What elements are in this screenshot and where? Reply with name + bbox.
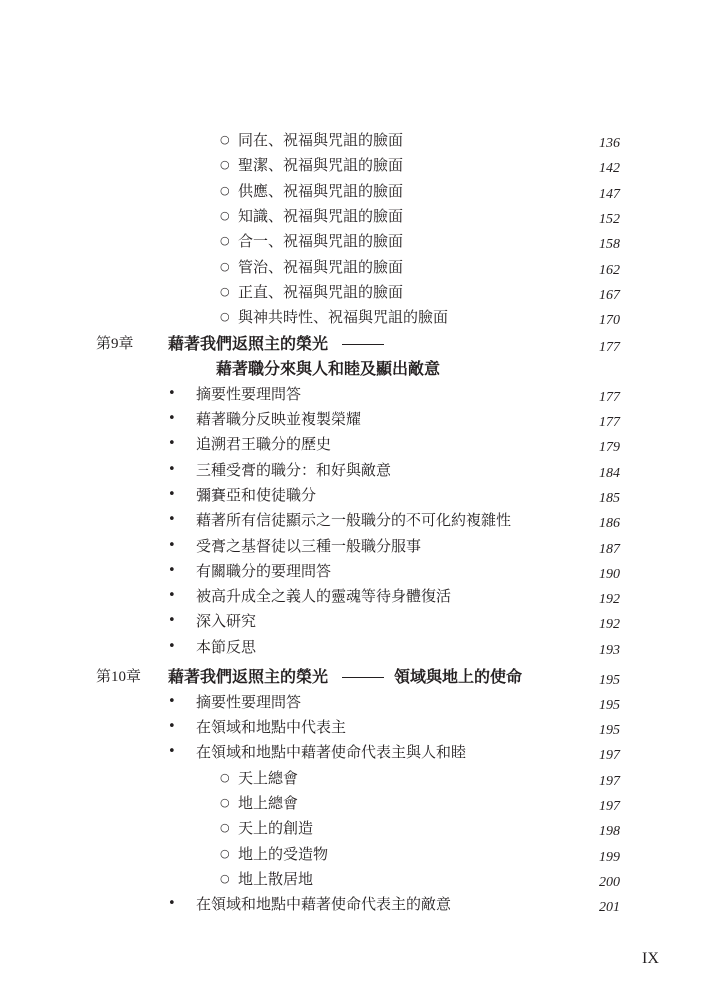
entry-page: 197 <box>599 748 620 763</box>
entry-title: 追溯君王職分的歷史 <box>196 435 332 453</box>
entry-page: 193 <box>599 643 620 658</box>
entry-title: 被高升成全之義人的靈魂等待身體復活 <box>196 587 452 605</box>
entry-page: 199 <box>599 850 620 865</box>
entry-title: 摘要性要理問答 <box>196 693 302 711</box>
chapter-9-subtitle-row <box>0 358 714 382</box>
bullet-icon: • <box>168 613 176 628</box>
bullet-icon: • <box>168 386 176 401</box>
entry-page: 179 <box>599 440 620 455</box>
toc-subentry[interactable] <box>0 205 714 229</box>
circle-bullet-icon: ○ <box>220 209 230 222</box>
chapter-page: 177 <box>599 340 620 355</box>
bullet-icon: • <box>168 462 176 477</box>
page-number: IX <box>642 950 659 967</box>
chapter-9-heading[interactable] <box>0 333 714 357</box>
entry-page: 197 <box>599 774 620 789</box>
circle-bullet-icon: ○ <box>220 310 230 323</box>
entry-page: 187 <box>599 542 620 557</box>
entry-title: 天上的創造 <box>238 819 314 837</box>
toc-entry[interactable] <box>0 691 714 715</box>
entry-title: 深入研究 <box>196 612 257 630</box>
em-dash <box>342 344 384 345</box>
toc-entry[interactable] <box>0 433 714 457</box>
entry-page: 184 <box>599 466 620 481</box>
circle-bullet-icon: ○ <box>220 133 230 146</box>
toc-entry[interactable] <box>0 484 714 508</box>
em-dash <box>342 677 384 678</box>
entry-page: 190 <box>599 567 620 582</box>
entry-title: 受膏之基督徒以三種一般職分服事 <box>196 537 422 555</box>
entry-title: 合一、祝福與咒詛的臉面 <box>238 232 404 250</box>
circle-bullet-icon: ○ <box>220 847 230 860</box>
bullet-icon: • <box>168 487 176 502</box>
circle-bullet-icon: ○ <box>220 234 230 247</box>
bullet-icon: • <box>168 538 176 553</box>
entry-title: 在領域和地點中代表主 <box>196 718 347 736</box>
toc-entry[interactable] <box>0 383 714 407</box>
entry-page: 136 <box>599 136 620 151</box>
toc-subentry[interactable] <box>0 792 714 816</box>
entry-page: 185 <box>599 491 620 506</box>
circle-bullet-icon: ○ <box>220 158 230 171</box>
entry-page: 162 <box>599 263 620 278</box>
entry-title: 藉著職分反映並複製榮耀 <box>196 410 362 428</box>
toc-subentry[interactable] <box>0 843 714 867</box>
toc-subentry[interactable] <box>0 230 714 254</box>
entry-title: 彌賽亞和使徒職分 <box>196 486 317 504</box>
toc-subentry[interactable] <box>0 817 714 841</box>
entry-title: 地上的受造物 <box>238 845 329 863</box>
entry-page: 201 <box>599 900 620 915</box>
toc-entry[interactable] <box>0 560 714 584</box>
toc-subentry[interactable] <box>0 281 714 305</box>
entry-page: 192 <box>599 592 620 607</box>
toc-entry[interactable] <box>0 893 714 917</box>
entry-page: 197 <box>599 799 620 814</box>
circle-bullet-icon: ○ <box>220 796 230 809</box>
circle-bullet-icon: ○ <box>220 184 230 197</box>
toc-entry[interactable] <box>0 509 714 533</box>
toc-subentry[interactable] <box>0 129 714 153</box>
entry-title: 地上總會 <box>238 794 299 812</box>
entry-title: 正直、祝福與咒詛的臉面 <box>238 283 404 301</box>
entry-page: 142 <box>599 161 620 176</box>
entry-title: 本節反思 <box>196 638 257 656</box>
entry-title: 天上總會 <box>238 769 299 787</box>
toc-entry[interactable] <box>0 716 714 740</box>
chapter-subtitle: 藉著職分來與人和睦及顯出敵意 <box>216 359 441 378</box>
chapter-title: 藉著我們返照主的榮光 <box>168 333 394 355</box>
entry-page: 170 <box>599 313 620 328</box>
entry-page: 198 <box>599 824 620 839</box>
toc-subentry[interactable] <box>0 180 714 204</box>
bullet-icon: • <box>168 512 176 527</box>
circle-bullet-icon: ○ <box>220 821 230 834</box>
toc-subentry[interactable] <box>0 767 714 791</box>
chapter-label: 第10章 <box>96 669 142 685</box>
entry-title: 供應、祝福與咒詛的臉面 <box>238 182 404 200</box>
circle-bullet-icon: ○ <box>220 260 230 273</box>
entry-title: 在領域和地點中藉著使命代表主與人和睦 <box>196 743 467 761</box>
chapter-page: 195 <box>599 673 620 688</box>
entry-page: 195 <box>599 723 620 738</box>
toc-subentry[interactable] <box>0 154 714 178</box>
bullet-icon: • <box>168 411 176 426</box>
chapter-title: 藉著我們返照主的榮光 領域與地上的使命 <box>168 667 523 686</box>
entry-page: 200 <box>599 875 620 890</box>
entry-title: 與神共時性、祝福與咒詛的臉面 <box>238 308 449 326</box>
bullet-icon: • <box>168 744 176 759</box>
entry-title: 摘要性要理問答 <box>196 385 302 403</box>
entry-title: 知識、祝福與咒詛的臉面 <box>238 207 404 225</box>
entry-page: 152 <box>599 212 620 227</box>
toc-subentry[interactable] <box>0 868 714 892</box>
bullet-icon: • <box>168 694 176 709</box>
entry-title: 同在、祝福與咒詛的臉面 <box>238 131 404 149</box>
entry-page: 158 <box>599 237 620 252</box>
toc-entry[interactable] <box>0 535 714 559</box>
bullet-icon: • <box>168 719 176 734</box>
entry-title: 三種受膏的職分：和好與敵意 <box>196 461 392 479</box>
chapter-10-heading[interactable] <box>0 666 714 690</box>
entry-page: 192 <box>599 617 620 632</box>
bullet-icon: • <box>168 588 176 603</box>
entry-page: 177 <box>599 390 620 405</box>
circle-bullet-icon: ○ <box>220 872 230 885</box>
toc-entry[interactable] <box>0 459 714 483</box>
toc-entry[interactable] <box>0 408 714 432</box>
toc-subentry[interactable] <box>0 306 714 330</box>
entry-title: 藉著所有信徒顯示之一般職分的不可化約複雜性 <box>196 511 512 529</box>
entry-title: 聖潔、祝福與咒詛的臉面 <box>238 156 404 174</box>
entry-title: 地上散居地 <box>238 870 314 888</box>
bullet-icon: • <box>168 639 176 654</box>
toc-entry[interactable] <box>0 610 714 634</box>
circle-bullet-icon: ○ <box>220 285 230 298</box>
entry-page: 186 <box>599 516 620 531</box>
entry-page: 147 <box>599 187 620 202</box>
chapter-label: 第9章 <box>96 336 134 352</box>
toc-entry[interactable] <box>0 585 714 609</box>
circle-bullet-icon: ○ <box>220 771 230 784</box>
toc-entry[interactable] <box>0 636 714 660</box>
entry-title: 在領域和地點中藉著使命代表主的敵意 <box>196 895 452 913</box>
bullet-icon: • <box>168 436 176 451</box>
entry-page: 177 <box>599 415 620 430</box>
toc-entry[interactable] <box>0 741 714 765</box>
toc-subentry[interactable] <box>0 256 714 280</box>
bullet-icon: • <box>168 563 176 578</box>
entry-title: 管治、祝福與咒詛的臉面 <box>238 258 404 276</box>
entry-page: 167 <box>599 288 620 303</box>
entry-title: 有關職分的要理問答 <box>196 562 332 580</box>
bullet-icon: • <box>168 896 176 911</box>
entry-page: 195 <box>599 698 620 713</box>
